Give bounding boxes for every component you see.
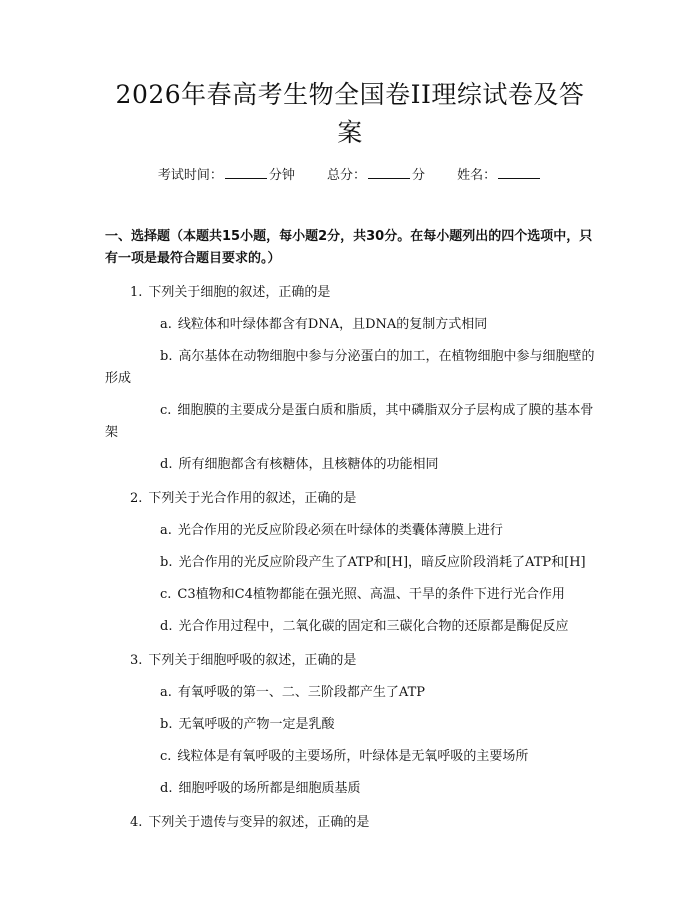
option-3a (105, 682, 595, 704)
option-letter: c. (160, 749, 172, 764)
question-text: 下列关于细胞的叙述，正确的是 (148, 285, 331, 300)
exam-info-line (105, 166, 595, 186)
option-2b (105, 552, 595, 574)
question-4 (105, 812, 595, 834)
page-title: 2026年春高考生物全国卷II理综试卷及答案 (115, 80, 585, 147)
option-text: 所有细胞都含有核糖体，且核糖体的功能相同 (178, 457, 439, 472)
option-1a (105, 314, 595, 336)
total-score-field (327, 166, 425, 186)
option-text: 无氧呼吸的产物一定是乳酸 (178, 717, 335, 732)
total-score-unit: 分 (412, 168, 426, 183)
question-2 (105, 488, 595, 510)
option-text: 细胞呼吸的场所都是细胞质基质 (178, 781, 361, 796)
exam-time-unit: 分钟 (268, 168, 295, 183)
option-letter: b. (160, 349, 173, 364)
option-letter: d. (160, 781, 173, 796)
option-2d (105, 616, 595, 638)
option-letter: c. (160, 587, 172, 602)
section-header: 一、选择题（本题共15小题，每小题2分，共30分。在每小题列出的四个选项中，只有一项是最符合题目要求的。） (105, 229, 593, 266)
question-number: 1. (130, 285, 143, 300)
option-2a (105, 520, 595, 542)
option-letter: c. (160, 403, 172, 418)
question-text: 下列关于光合作用的叙述，正确的是 (148, 491, 357, 506)
option-3b (105, 714, 595, 736)
option-letter: b. (160, 555, 173, 570)
total-score-label: 总分： (326, 168, 366, 183)
option-1b (105, 346, 595, 390)
exam-time-label: 考试时间： (157, 168, 223, 183)
option-letter: b. (160, 717, 173, 732)
option-text: 线粒体和叶绿体都含有DNA，且DNA的复制方式相同 (177, 317, 488, 332)
option-letter: a. (160, 523, 172, 538)
option-letter: d. (160, 619, 173, 634)
question-number: 4. (130, 815, 143, 830)
name-label: 姓名： (457, 168, 497, 183)
question-text: 下列关于遗传与变异的叙述，正确的是 (148, 815, 370, 830)
question-number: 3. (130, 653, 143, 668)
option-letter: a. (160, 317, 172, 332)
exam-time-field (158, 166, 295, 186)
option-text: 光合作用的光反应阶段产生了ATP和[H]，暗反应阶段消耗了ATP和[H] (178, 555, 586, 570)
option-text: 高尔基体在动物细胞中参与分泌蛋白的加工，在植物细胞中参与细胞壁的形成 (105, 349, 595, 386)
name-field (457, 166, 542, 186)
option-text: C3植物和C4植物都能在强光照、高温、干旱的条件下进行光合作用 (177, 587, 565, 602)
exam-time-blank (225, 166, 267, 179)
question-3 (105, 650, 595, 672)
option-text: 细胞膜的主要成分是蛋白质和脂质，其中磷脂双分子层构成了膜的基本骨架 (105, 403, 594, 440)
option-letter: a. (160, 685, 172, 700)
question-number: 2. (130, 491, 143, 506)
question-1 (105, 282, 595, 304)
option-1d (105, 454, 595, 476)
option-letter: d. (160, 457, 173, 472)
option-text: 光合作用的光反应阶段必须在叶绿体的类囊体薄膜上进行 (177, 523, 503, 538)
option-text: 有氧呼吸的第一、二、三阶段都产生了ATP (177, 685, 425, 700)
option-1c (105, 400, 595, 444)
total-score-blank (368, 166, 410, 179)
option-text: 线粒体是有氧呼吸的主要场所，叶绿体是无氧呼吸的主要场所 (177, 749, 529, 764)
question-text: 下列关于细胞呼吸的叙述，正确的是 (148, 653, 357, 668)
option-2c (105, 584, 595, 606)
option-text: 光合作用过程中，二氧化碳的固定和三碳化合物的还原都是酶促反应 (178, 619, 569, 634)
option-3c (105, 746, 595, 768)
name-blank (498, 166, 540, 179)
option-3d (105, 778, 595, 800)
